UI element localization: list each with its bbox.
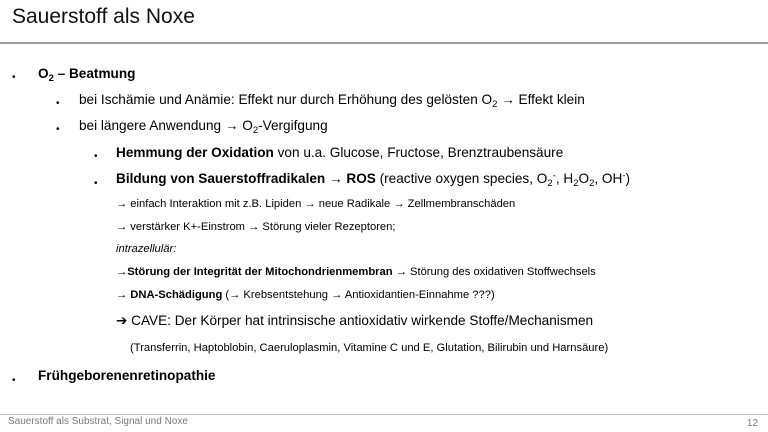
text: , H: [555, 171, 574, 186]
bold-text: ROS: [342, 171, 376, 186]
bold-text: Frühgeborenenretinopathie: [38, 368, 216, 383]
bullet-dot: •: [94, 151, 98, 162]
text: O: [578, 171, 590, 186]
title-divider: [0, 42, 768, 44]
bullet-sauerstoffradikale: [116, 170, 631, 189]
text: (: [222, 289, 230, 301]
arrow-icon: →: [224, 118, 239, 133]
arrow-icon: →: [229, 289, 241, 301]
bullet-dot: •: [56, 98, 60, 109]
text: Effekt klein: [514, 92, 585, 107]
superscript: -: [622, 170, 626, 182]
line-lipid-interaction: [116, 198, 515, 210]
bold-text: DNA-Schädigung: [130, 289, 223, 301]
subscript: 2: [573, 177, 579, 189]
bullet-dot: •: [56, 124, 60, 135]
bold-text: Störung der Integrität der Mitochondrienmembran: [127, 266, 396, 278]
text: Antioxidantien-Einnahme ???): [342, 289, 495, 301]
superscript: -: [552, 170, 556, 182]
text: (reactive oxygen species, O: [375, 171, 548, 186]
arrow-icon: →: [116, 198, 128, 210]
text: einfach Interaktion mit z.B. Lipiden: [127, 198, 305, 210]
bullet-fruehgeborenenretinopathie: [38, 368, 215, 383]
arrow-icon: →: [248, 221, 260, 233]
bullet-hemmung-oxidation: [116, 145, 563, 160]
text: O: [238, 118, 253, 133]
text: bei längere Anwendung: [79, 118, 225, 133]
arrow-icon: →: [116, 221, 128, 233]
arrow-icon: →: [116, 266, 128, 278]
slide-title: Sauerstoff als Noxe: [12, 5, 195, 28]
footer-text: Sauerstoff als Substrat, Signal und Noxe: [8, 416, 188, 427]
bullet-ischaemie: [79, 92, 585, 110]
bullet-dot: •: [12, 72, 16, 83]
bullet-dot: •: [12, 375, 16, 386]
arrow-icon: →: [304, 198, 316, 210]
text: Störung vieler Rezeptoren;: [259, 221, 396, 233]
subscript: 2: [492, 98, 498, 110]
bullet-o2-beatmung: [38, 66, 136, 84]
text: -Vergifgung: [258, 118, 328, 133]
subscript: 2: [547, 177, 553, 189]
text: – Beatmung: [53, 66, 136, 81]
text: bei Ischämie und Anämie: Effekt nur durch Erhöhung des gelösten O: [79, 92, 493, 107]
arrow-icon: →: [395, 266, 407, 278]
text: ): [625, 171, 631, 186]
text: Krebsentstehung: [240, 289, 332, 301]
bullet-dot: •: [94, 178, 98, 189]
text: , OH: [594, 171, 623, 186]
text: von u.a. Glucose, Fructose, Brenztraubensäure: [273, 145, 564, 160]
arrow-icon: →: [331, 289, 343, 301]
line-cave: [116, 313, 593, 329]
line-mitochondrienmembran: [116, 266, 596, 278]
arrow-icon: →: [393, 198, 405, 210]
footer-divider: [0, 414, 768, 415]
line-intrazellulaer: intrazellulär:: [116, 243, 177, 255]
text: O: [38, 66, 49, 81]
text: Zellmembranschäden: [404, 198, 516, 210]
page-number: 12: [746, 418, 758, 429]
text: Störung des oxidativen Stoffwechsels: [406, 266, 596, 278]
bold-arrow-icon: ➔: [116, 313, 128, 328]
line-dna-schaedigung: [116, 289, 495, 301]
arrow-icon: →: [116, 289, 128, 301]
line-k-einstrom: [116, 221, 396, 233]
text: verstärker K+-Einstrom: [127, 221, 249, 233]
subscript: 2: [252, 124, 259, 136]
text: CAVE: Der Körper hat intrinsische antioxidativ wirkende Stoffe/Mechanismen: [127, 313, 594, 328]
arrow-icon: →: [501, 92, 515, 107]
line-substances-note: (Transferrin, Haptoblobin, Caeruloplasmin, Vitamine C und E, Glutation, Bilirubin und Harnsäure): [130, 342, 609, 354]
bold-text: Hemmung der Oxidation: [116, 145, 274, 160]
subscript: 2: [48, 72, 54, 84]
bold-text: Bildung von Sauerstoffradikalen: [116, 171, 329, 186]
arrow-icon: →: [329, 171, 343, 186]
text: neue Radikale: [315, 198, 394, 210]
subscript: 2: [589, 177, 595, 189]
bullet-laengere-anwendung: [79, 118, 328, 136]
